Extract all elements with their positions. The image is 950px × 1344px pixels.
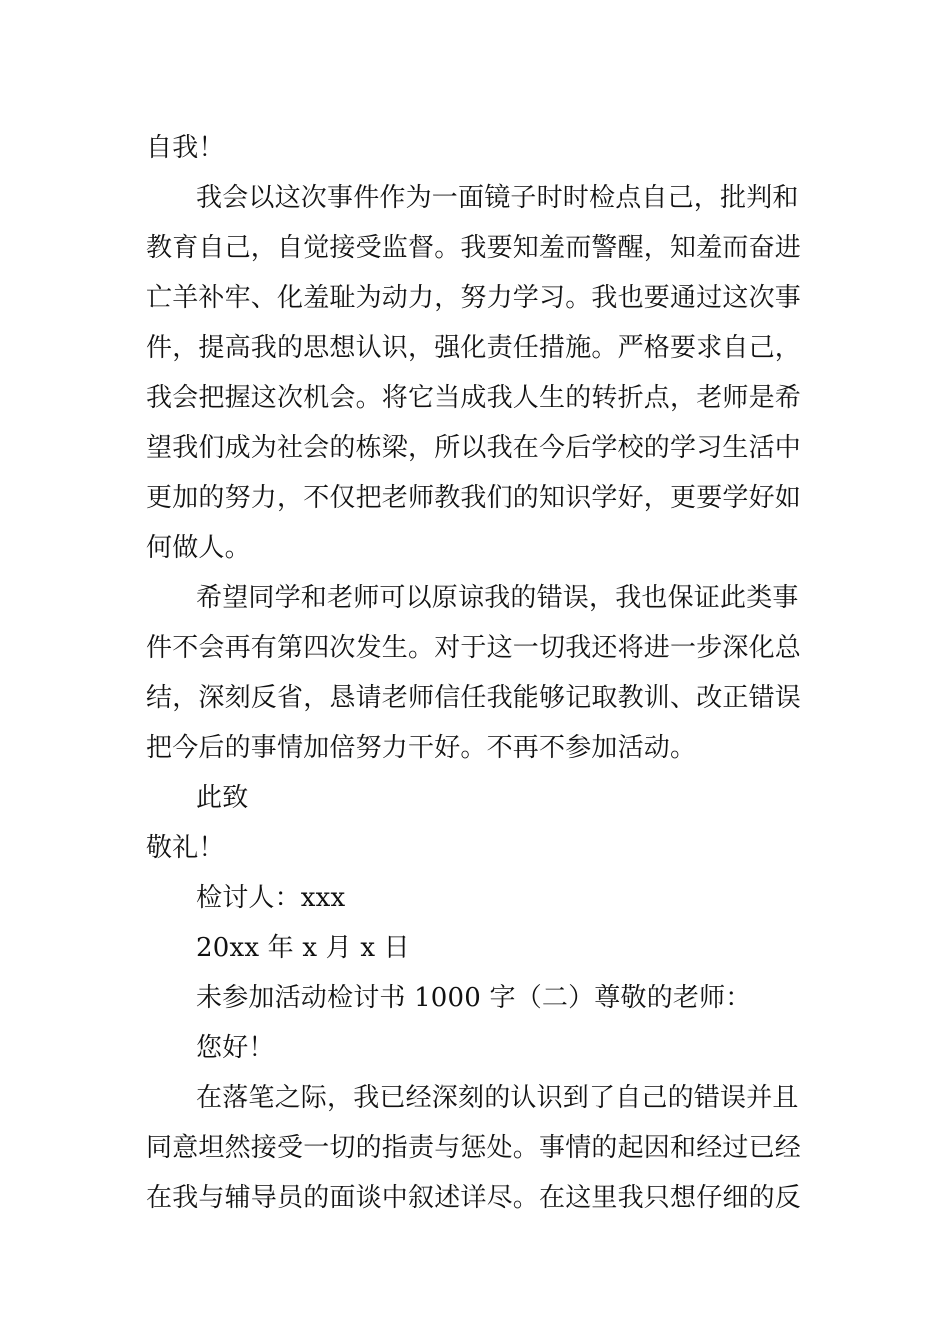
- greeting: 您好！: [196, 1033, 275, 1063]
- text-line: 在落笔之际，我已经深刻的认识到了自己的错误并且: [196, 1083, 799, 1113]
- text-line: 自我！: [146, 133, 225, 163]
- closing-salutation: 此致: [196, 783, 249, 813]
- text-line: 把今后的事情加倍努力干好。不再不参加活动。: [146, 733, 697, 763]
- text-line: 在我与辅导员的面谈中叙述详尽。在这里我只想仔细的反: [146, 1183, 802, 1213]
- text-line: 同意坦然接受一切的指责与惩处。事情的起因和经过已经: [146, 1133, 802, 1163]
- text-line: 我会把握这次机会。将它当成我人生的转折点，老师是希: [146, 383, 802, 413]
- closing-regards: 敬礼！: [146, 833, 225, 863]
- text-line: 教育自己，自觉接受监督。我要知羞而警醒，知羞而奋进: [146, 233, 802, 263]
- text-line: 希望同学和老师可以原谅我的错误，我也保证此类事: [196, 583, 799, 613]
- text-line: 件不会再有第四次发生。对于这一切我还将进一步深化总: [146, 633, 802, 663]
- date-line: 20xx 年 x 月 x 日: [196, 933, 410, 963]
- text-line: 件，提高我的思想认识，强化责任措施。严格要求自己，: [146, 333, 802, 363]
- text-line: 何做人。: [146, 533, 251, 563]
- text-line: 结，深刻反省，恳请老师信任我能够记取教训、改正错误: [146, 683, 802, 713]
- text-line: 我会以这次事件作为一面镜子时时检点自己，批判和: [196, 183, 799, 213]
- section-title: 未参加活动检讨书 1000 字（二）尊敬的老师：: [196, 983, 752, 1013]
- signature-line: 检讨人：xxx: [196, 883, 346, 913]
- text-line: 望我们成为社会的栋梁，所以我在今后学校的学习生活中: [146, 433, 802, 463]
- text-line: 更加的努力，不仅把老师教我们的知识学好，更要学好如: [146, 483, 802, 513]
- text-line: 亡羊补牢、化羞耻为动力，努力学习。我也要通过这次事: [146, 283, 802, 313]
